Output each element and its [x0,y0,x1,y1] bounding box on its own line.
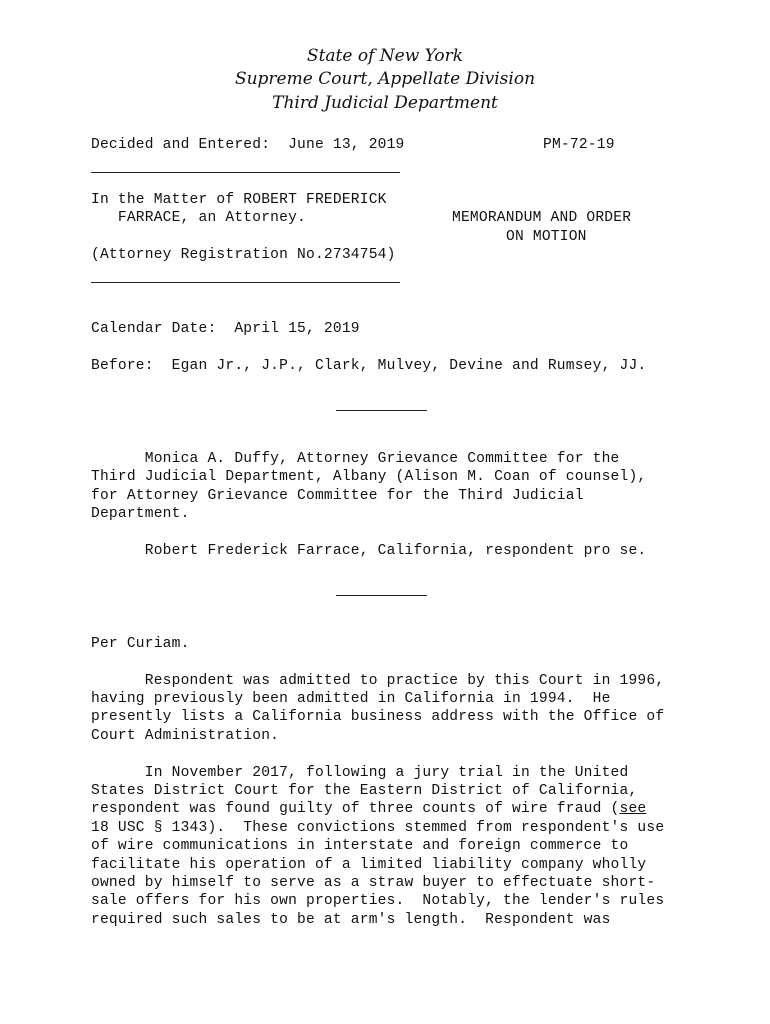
paragraph-2-line: sale offers for his own properties. Notably, the lender's rules [91,893,665,909]
paragraph-2-line: States District Court for the Eastern District of California, [91,783,638,799]
appearance-line-4: Department. [91,506,190,522]
paragraph-1-line: Respondent was admitted to practice by this Court in 1996, [91,673,665,689]
paragraph-1-line: Court Administration. [91,728,280,744]
case-number: PM-72-19 [543,137,615,153]
caption-line-1: In the Matter of ROBERT FREDERICK [91,192,387,208]
paragraph-2-line: required such sales to be at arm's length. Respondent was [91,912,611,928]
court-name-division: Supreme Court, Appellate Division [234,69,536,89]
paragraph-2-line: of wire communications in interstate and foreign commerce to [91,838,629,854]
appearance-respondent: Robert Frederick Farrace, California, respondent pro se. [91,543,647,559]
paragraph-2-line: facilitate his operation of a limited liability company wholly [91,857,647,873]
paragraph-2-text: respondent was found guilty of three counts of wire fraud ( [91,801,620,817]
registration-number: (Attorney Registration No.2734754) [91,247,396,263]
paragraph-2-line: owned by himself to serve as a straw buyer to effectuate short- [91,875,656,891]
caption-bottom-rule [91,282,400,283]
court-name-state: State of New York [306,46,464,66]
appearance-line-3: for Attorney Grievance Committee for the Third Judicial [91,488,584,504]
paragraph-1-line: having previously been admitted in California in 1994. He [91,691,611,707]
caption-top-rule [91,172,400,173]
paragraph-2-line: 18 USC § 1343). These convictions stemmed from respondent's use [91,820,665,836]
appearance-line-1: Monica A. Duffy, Attorney Grievance Committee for the [91,451,620,467]
court-name-department: Third Judicial Department [272,93,498,113]
caption-line-2: FARRACE, an Attorney. [91,210,306,226]
decided-date: Decided and Entered: June 13, 2019 [91,137,405,153]
paragraph-1-line: presently lists a California business address with the Office of [91,709,665,725]
document-type-line-2: ON MOTION [506,229,587,245]
calendar-date: Calendar Date: April 15, 2019 [91,321,360,337]
appearance-line-2: Third Judicial Department, Albany (Alison M. Coan of counsel), [91,469,647,485]
paragraph-2-line [91,800,646,818]
section-divider-2 [336,595,427,596]
paragraph-2-line: In November 2017, following a jury trial in the United [91,765,629,781]
bench-panel: Before: Egan Jr., J.P., Clark, Mulvey, Devine and Rumsey, JJ. [91,358,647,374]
citation-signal-see: see [619,801,647,817]
document-type-line-1: MEMORANDUM AND ORDER [452,210,632,226]
opinion-heading: Per Curiam. [91,636,190,652]
section-divider-1 [336,410,427,411]
